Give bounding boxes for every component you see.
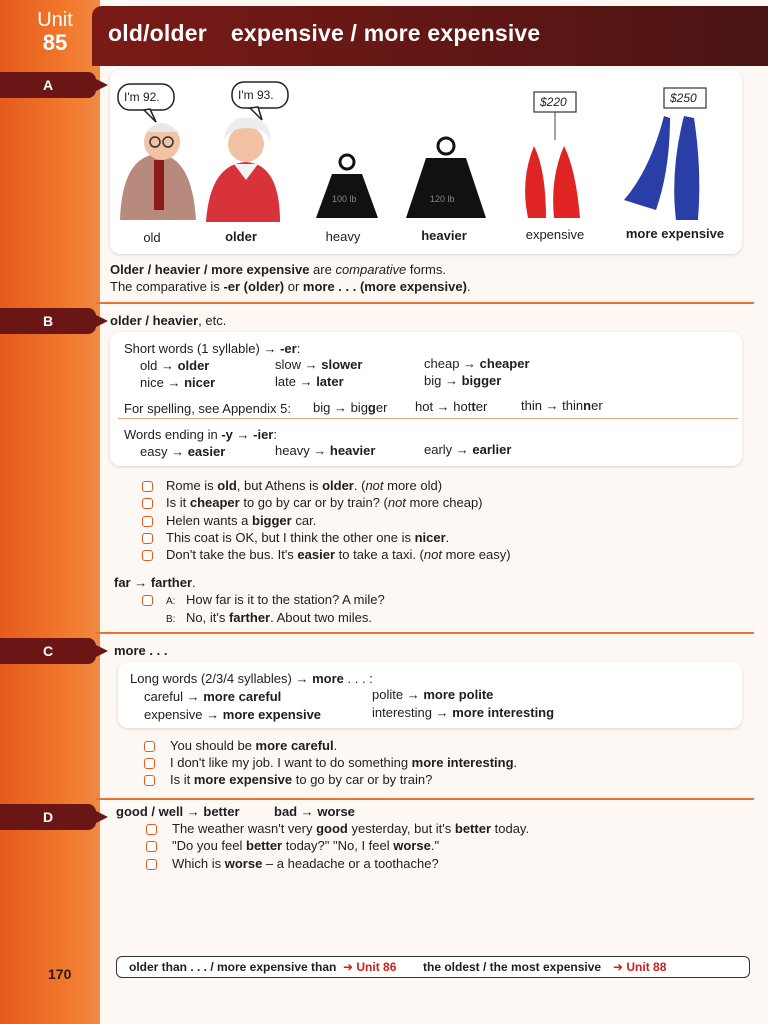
example-sentence: Is it more expensive to go by car or by train? (170, 772, 433, 787)
example-bullet (144, 741, 155, 752)
far-farther-heading: far → farther. (114, 575, 196, 590)
section-tab-b: B (0, 308, 96, 334)
pair: careful → more careful (144, 689, 282, 704)
example-sentence: "Do you feel better today?" "No, I feel worse." (172, 838, 440, 853)
weight-icon (316, 155, 378, 218)
spelling-example: big → bigger (313, 400, 388, 415)
dialog-line: B: No, it's farther. About two miles. (166, 610, 373, 625)
pair: slow → slower (275, 357, 363, 372)
pair: expensive → more expensive (144, 707, 322, 722)
page-number: 170 (48, 966, 72, 982)
pair: interesting → more interesting (372, 705, 555, 720)
pair: polite → more polite (372, 687, 494, 702)
pair: easy → easier (140, 444, 226, 459)
section-b-heading: older / heavier, etc. (110, 313, 227, 328)
unit-number: 85 (42, 30, 68, 55)
section-divider (96, 798, 754, 800)
red-shoes-icon (525, 98, 580, 218)
cross-reference-box (116, 956, 750, 978)
title-right: expensive / more expensive (230, 20, 541, 46)
example-bullet (146, 824, 157, 835)
unit-88-link[interactable]: ➜ Unit 88 (613, 960, 667, 974)
picture-label-older: older (225, 229, 257, 244)
divider (118, 418, 738, 419)
example-sentence: Rome is old, but Athens is older. (not more old) (166, 478, 443, 493)
weight-icon (406, 138, 486, 218)
section-c-heading: more . . . (114, 643, 168, 658)
picture-label-old: old (143, 230, 161, 245)
example-bullet (142, 533, 153, 544)
section-tab-d: D (0, 804, 96, 830)
spelling-example: thin → thinner (521, 398, 603, 413)
price-label: $250 (670, 91, 697, 105)
section-d-heading-bad: bad → worse (274, 804, 355, 819)
comparative-line-1: Older / heavier / more expensive are comparative forms. (110, 262, 446, 277)
title-bar (92, 6, 768, 66)
cross-ref-text: the oldest / the most expensive (423, 960, 602, 974)
sidebar (0, 0, 100, 1024)
unit-badge (22, 10, 88, 68)
picture-label-expensive: expensive (525, 227, 585, 242)
cross-ref-text: older than . . . / more expensive than (129, 960, 337, 974)
page-title (108, 20, 540, 47)
section-divider (96, 302, 754, 304)
price-label: $220 (540, 95, 567, 109)
pair: big → bigger (424, 373, 502, 388)
example-bullet (142, 595, 153, 606)
example-sentence: This coat is OK, but I think the other one is nicer. (166, 530, 450, 545)
example-bullet (146, 859, 157, 870)
dialog-line: A: How far is it to the station? A mile? (166, 592, 385, 607)
unit-label: Unit (37, 9, 73, 31)
old-man-icon (120, 123, 196, 220)
section-tab-c: C (0, 638, 96, 664)
example-bullet (144, 758, 155, 769)
example-sentence: Helen wants a bigger car. (166, 513, 317, 528)
weight-label: 100 lb (332, 194, 357, 204)
picture-label-heavy: heavy (325, 229, 361, 244)
pair: cheap → cheaper (424, 356, 530, 371)
picture-label-heavier: heavier (421, 228, 467, 243)
example-sentence: The weather wasn't very good yesterday, but it's better today. (172, 821, 530, 836)
unit-86-link[interactable]: ➜ Unit 86 (343, 960, 397, 974)
old-woman-icon (206, 117, 280, 222)
pair: late → later (275, 374, 344, 389)
section-d-heading-good: good / well → better (116, 804, 240, 819)
blue-shoes-icon (624, 116, 699, 220)
illustration-panel (110, 70, 742, 254)
example-sentence: Is it cheaper to go by car or by train? (not more cheap) (166, 495, 483, 510)
weight-label: 120 lb (430, 194, 455, 204)
example-bullet (142, 498, 153, 509)
example-bullet (142, 550, 153, 561)
example-bullet (142, 516, 153, 527)
spelling-note: For spelling, see Appendix 5: (124, 401, 291, 416)
pair: old → older (140, 358, 210, 373)
short-words-rule: Short words (1 syllable) → -er: (124, 341, 301, 356)
comparative-line-2: The comparative is -er (older) or more . . . (more expensive). (110, 279, 471, 294)
example-bullet (144, 775, 155, 786)
ending-y-rule: Words ending in -y → -ier: (124, 427, 277, 442)
pair: nice → nicer (140, 375, 216, 390)
example-sentence: Which is worse – a headache or a toothache? (172, 856, 439, 871)
section-tab-a: A (0, 72, 96, 98)
bubble-text: I'm 92. (124, 90, 160, 104)
section-divider (96, 632, 754, 634)
pair: heavy → heavier (275, 443, 376, 458)
example-bullet (142, 481, 153, 492)
example-sentence: You should be more careful. (170, 738, 338, 753)
pair: early → earlier (424, 442, 512, 457)
bubble-text: I'm 93. (238, 88, 274, 102)
picture-label-more-expensive: more expensive (625, 226, 725, 241)
spelling-example: hot → hotter (415, 399, 488, 414)
example-sentence: Don't take the bus. It's easier to take a taxi. (not more easy) (166, 547, 511, 562)
example-bullet (146, 841, 157, 852)
example-sentence: I don't like my job. I want to do something more interesting. (170, 755, 518, 770)
long-words-rule: Long words (2/3/4 syllables) → more . . . : (130, 671, 373, 686)
title-left: old/older (108, 20, 207, 46)
